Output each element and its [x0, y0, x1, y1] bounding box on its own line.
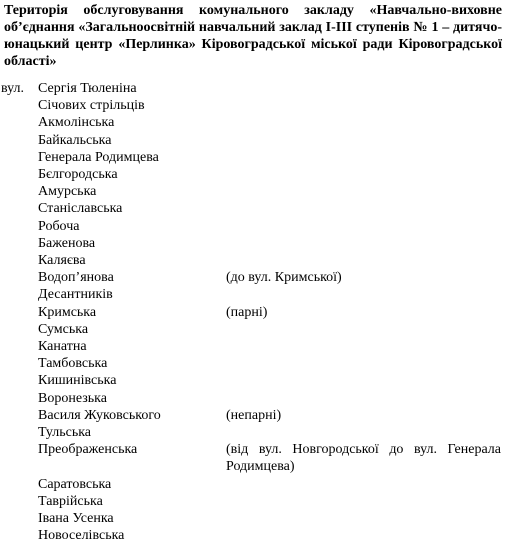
street-row — [0, 476, 507, 493]
street-row — [0, 441, 507, 475]
street-row — [0, 355, 507, 372]
street-row — [0, 183, 507, 200]
street-row — [0, 338, 507, 355]
street-row — [0, 200, 507, 217]
street-row — [0, 510, 507, 527]
street-prefix: вул. — [1, 81, 25, 96]
street-row — [0, 80, 507, 97]
street-name: Івана Усенка — [38, 511, 114, 527]
street-name: Сергія Тюленіна — [38, 81, 137, 96]
street-name: Тамбовська — [38, 356, 108, 372]
street-name: Амурська — [38, 184, 97, 200]
heading-line-1: Територія обслуговування комунального закладу «Навчально-виховне — [4, 3, 502, 18]
street-row — [0, 372, 507, 389]
street-name: Десантників — [38, 287, 113, 303]
street-row — [0, 252, 507, 269]
street-name: Таврійська — [38, 493, 103, 509]
document-heading — [4, 2, 502, 70]
street-row — [0, 166, 507, 183]
street-name: Акмолінська — [38, 115, 115, 131]
street-row — [0, 304, 507, 321]
street-row — [0, 218, 507, 235]
heading-line-4: Кіровоградської області» — [4, 37, 502, 69]
street-row — [0, 269, 507, 286]
street-row — [0, 390, 507, 407]
street-name: Василя Жуковського — [38, 407, 161, 423]
heading-line-2: об’єднання «Загальноосвітній навчальний заклад І-ІІІ ступенів № 1 – — [4, 20, 450, 35]
street-name: Байкальська — [38, 132, 112, 148]
street-note: (парні) — [226, 304, 268, 320]
street-name: Кишинівська — [38, 373, 117, 389]
heading-line-3: дитячо-юнацький центр «Перлинка» Кіровоградської міської ради — [4, 20, 503, 52]
street-name: Канатна — [38, 339, 87, 355]
street-name: Сумська — [38, 321, 89, 337]
street-row — [0, 235, 507, 252]
street-name: Бєлгородська — [38, 167, 118, 183]
street-name: Воронезька — [38, 390, 107, 406]
street-row — [0, 97, 507, 114]
street-note: (від вул. Новгородської до вул. Генерала Родимцева) — [226, 442, 501, 475]
street-note: (до вул. Кримської) — [226, 270, 342, 286]
street-name: Генерала Родимцева — [38, 149, 159, 165]
street-name: Робоча — [38, 218, 80, 234]
street-row — [0, 132, 507, 149]
street-row — [0, 321, 507, 338]
street-row — [0, 527, 507, 544]
street-name: Преображенська — [38, 442, 138, 458]
street-row — [0, 407, 507, 424]
street-name: Кримська — [38, 304, 97, 320]
street-row — [0, 114, 507, 131]
street-name: Водоп’янова — [38, 270, 114, 286]
street-list — [0, 80, 507, 544]
street-name: Тульська — [38, 425, 92, 441]
street-name: Каляєва — [38, 253, 86, 269]
street-name: Баженова — [38, 235, 96, 251]
street-note: (непарні) — [226, 407, 282, 423]
street-name: Січових стрільців — [38, 98, 145, 114]
street-row — [0, 286, 507, 303]
street-row — [0, 149, 507, 166]
street-name: Станіславська — [38, 201, 123, 217]
street-row — [0, 424, 507, 441]
street-name: Саратовська — [38, 476, 112, 492]
street-row — [0, 493, 507, 510]
street-name: Новоселівська — [38, 528, 125, 544]
